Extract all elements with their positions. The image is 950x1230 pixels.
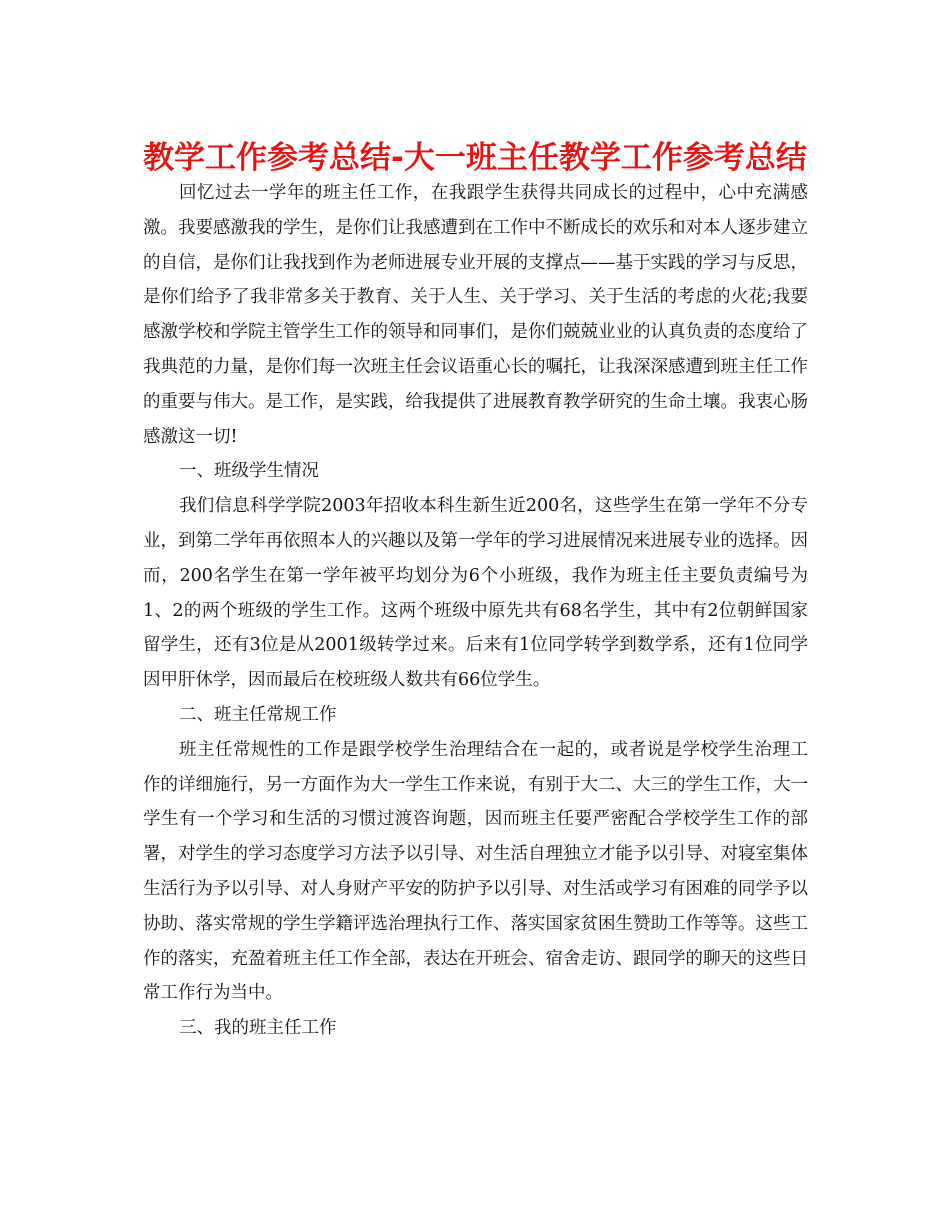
routine-work-paragraph: 班主任常规性的工作是跟学校学生治理结合在一起的，或者说是学校学生治理工作的详细施行，另一方面作为大一学生工作来说，有别于大二、大三的学生工作，大一学生有一个学习和生活的习惯过渡咨询题，因而班主任要严密配合学校学生工作的部署，对学生的学习态度学习方法予以引导、对生活自理独立才能予以引导、对寝室集体生活行为予以引导、对人身财产平安的防护予以引导、对生活或学习有困难的同学予以协助、落实常规的学生学籍评选治理执行工作、落实国家贫困生赞助工作等等。这些工作的落实，充盈着班主任工作全部，表达在开班会、宿舍走访、跟同学的聊天的这些日常工作行为当中。 [143,739,808,1004]
document-title: 教学工作参考总结-大一班主任教学工作参考总结 [143,140,807,176]
section-heading-class-situation: 一、班级学生情况 [179,461,319,482]
class-situation-paragraph: 我们信息科学学院2003年招收本科生新生近200名，这些学生在第一学年不分专业，到第二学年再依照本人的兴趣以及第一学年的学习进展情况来进展专业的选择。因而，200名学生在第一学年被平均划分为6个小班级，我作为班主任主要负责编号为1、2的两个班级的学生工作。这两个班级中原先共有68名学生，其中有2位朝鲜国家留学生，还有3位是从2001级转学过来。后来有1位同学转学到数学系，还有1位同学因甲肝休学，因而最后在校班级人数共有66位学生。 [143,496,808,691]
intro-paragraph: 回忆过去一学年的班主任工作，在我跟学生获得共同成长的过程中，心中充满感激。我要感激我的学生，是你们让我感遭到在工作中不断成长的欢乐和对本人逐步建立的自信，是你们让我找到作为老师进展专业开展的支撑点——基于实践的学习与反思，是你们给予了我非常多关于教育、关于人生、关于学习、关于生活的考虑的火花;我要感激学校和学院主管学生工作的领导和同事们，是你们兢兢业业的认真负责的态度给了我典范的力量，是你们每一次班主任会议语重心长的嘱托，让我深深感遭到班主任工作的重要与伟大。是工作，是实践，给我提供了进展教育教学研究的生命土壤。我衷心肠感激这一切! [143,183,808,447]
section-heading-routine-work: 二、班主任常规工作 [179,704,337,725]
section-heading-my-work: 三、我的班主任工作 [179,1018,337,1039]
document-body [143,176,808,1046]
